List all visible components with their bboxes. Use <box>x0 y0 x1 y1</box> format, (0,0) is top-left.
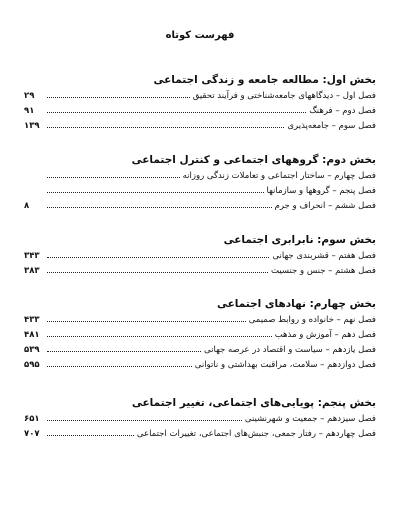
chapter-title: فصل نهم – خانواده و روابط صمیمی <box>248 315 376 325</box>
page-number: ۴۸۱ <box>24 330 40 340</box>
chapter-title: فصل چهارم – ساختار اجتماعی و تعاملات زندگی روزانه <box>182 171 376 181</box>
dot-leader <box>47 88 190 98</box>
section-heading: بخش دوم: گروههای اجتماعی و کنترل اجتماعی <box>131 154 376 166</box>
toc-section <box>24 152 376 213</box>
page-number: ۹۱ <box>24 106 35 116</box>
toc-entry <box>24 248 376 263</box>
toc-entry <box>24 357 376 372</box>
dot-leader <box>47 357 192 367</box>
chapter-title: فصل دوازدهم – سلامت، مراقبت بهداشتی و ناتوانی <box>194 360 376 370</box>
chapter-title: فصل سیزدهم – جمعیت و شهرنشینی <box>244 414 376 424</box>
toc-entry <box>24 263 376 278</box>
toc-entry <box>24 198 376 213</box>
toc-section <box>24 395 376 441</box>
chapter-title: فصل یازدهم – سیاست و اقتصاد در عرصه جهانی <box>204 345 376 355</box>
dot-leader <box>47 183 264 193</box>
dot-leader <box>47 312 246 322</box>
toc-section <box>24 72 376 133</box>
toc-entry <box>24 411 376 426</box>
chapter-title: فصل ششم – انحراف و جرم <box>274 201 376 211</box>
dot-leader <box>47 168 180 178</box>
section-heading: بخش اول: مطالعه جامعه و زندگی اجتماعی <box>153 74 376 86</box>
chapter-title: فصل دهم – آموزش و مذهب <box>274 330 376 340</box>
toc-section <box>24 232 376 278</box>
page-number: ۶۵۱ <box>24 414 40 424</box>
section-heading: بخش سوم: نابرابری اجتماعی <box>223 234 376 246</box>
dot-leader <box>47 103 306 113</box>
toc-section <box>24 296 376 372</box>
toc-entry <box>24 103 376 118</box>
page-number: ۵۹۵ <box>24 360 40 370</box>
page-number: ۵۳۹ <box>24 345 40 355</box>
page-number: ۱۳۹ <box>24 121 40 131</box>
section-heading: بخش چهارم: نهادهای اجتماعی <box>217 298 376 310</box>
chapter-title: فصل اول – دیدگاههای جامعه‌شناختی و فرآیند تحقیق <box>192 91 376 101</box>
page-number: ۷۰۷ <box>24 429 40 439</box>
page-title: فهرست کوتاه <box>165 30 235 41</box>
dot-leader <box>47 426 134 436</box>
dot-leader <box>47 248 269 258</box>
chapter-title: فصل هشتم – جنس و جنسیت <box>271 266 376 276</box>
page-number: ۸ <box>24 201 30 211</box>
dot-leader <box>47 411 242 421</box>
page-number: ۲۹ <box>24 91 35 101</box>
chapter-title: فصل پنجم – گروهها و سازمانها <box>266 186 376 196</box>
dot-leader <box>47 327 272 337</box>
toc-entry <box>24 327 376 342</box>
chapter-title: فصل سوم – جامعه‌پذیری <box>287 121 376 131</box>
toc-entry <box>24 342 376 357</box>
chapter-title: فصل چهاردهم – رفتار جمعی، جنبش‌های اجتماعی، تغییرات اجتماعی <box>136 429 376 439</box>
toc-entry <box>24 426 376 441</box>
dot-leader <box>47 198 272 208</box>
chapter-title: فصل هفتم – قشربندی جهانی <box>272 251 376 261</box>
chapter-title: فصل دوم – فرهنگ <box>309 106 376 116</box>
toc-entry <box>24 88 376 103</box>
page-number: ۳۸۳ <box>24 266 40 276</box>
section-heading: بخش پنجم: پویایی‌های اجتماعی، تغییر اجتماعی <box>131 397 376 409</box>
dot-leader <box>47 263 268 273</box>
page-number: ۴۳۳ <box>24 315 40 325</box>
dot-leader <box>47 118 284 128</box>
toc-entry <box>24 183 376 198</box>
page-number: ۳۴۳ <box>24 251 40 261</box>
toc-entry <box>24 312 376 327</box>
toc-entry <box>24 168 376 183</box>
toc-entry <box>24 118 376 133</box>
dot-leader <box>47 342 201 352</box>
